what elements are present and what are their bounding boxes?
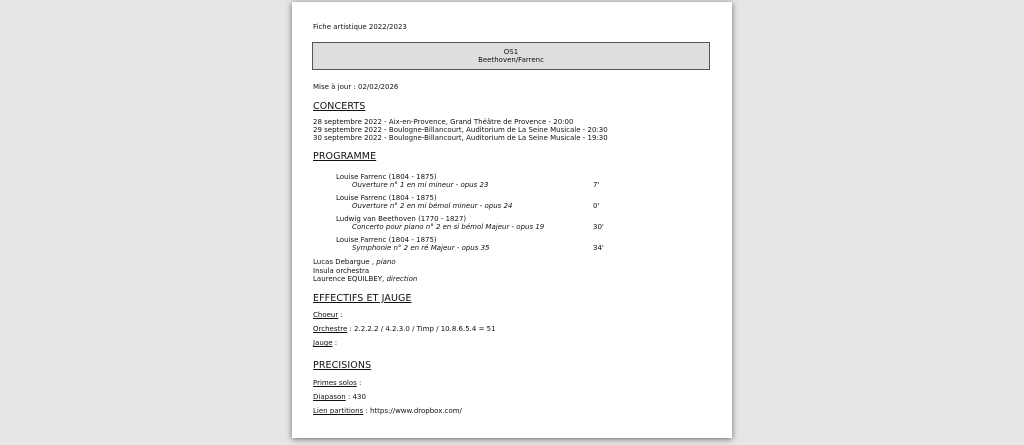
composer: Louise Farrenc (1804 - 1875) — [336, 173, 437, 181]
programme-heading: PROGRAMME — [313, 151, 377, 162]
work-title: Symphonie n° 2 en ré Majeur - opus 35 — [352, 244, 490, 252]
update-date: Mise à jour : 02/02/2026 — [313, 83, 399, 91]
performer-role: piano — [376, 258, 396, 266]
primes-row — [313, 379, 361, 387]
primes-value: : — [356, 379, 362, 387]
performers-list — [313, 258, 417, 284]
work-duration: 30' — [593, 223, 604, 231]
orchestre-value: : 2.2.2.2 / 4.2.3.0 / Timp / 10.8.6.5.4 = 51 — [347, 325, 496, 333]
diapason-label: Diapason — [313, 393, 346, 401]
work-title: Ouverture n° 2 en mi bémol mineur - opus 24 — [352, 202, 513, 210]
diapason-row — [313, 393, 366, 401]
jauge-value: : — [332, 339, 338, 347]
programme-item — [336, 194, 716, 215]
work-duration: 34' — [593, 244, 604, 252]
concert-title: Beethoven/Farrenc — [478, 56, 544, 64]
work-title: Ouverture n° 1 en mi mineur - opus 23 — [352, 181, 489, 189]
jauge-row — [313, 339, 337, 347]
lien-label: Lien partitions — [313, 407, 364, 415]
diapason-value: : 430 — [345, 393, 366, 401]
precisions-heading: PRECISIONS — [313, 360, 372, 371]
work-duration: 0' — [593, 202, 600, 210]
work-title: Concerto pour piano n° 2 en si bémol Majeur - opus 19 — [352, 223, 545, 231]
performer-name: Lucas Debargue , — [313, 258, 375, 266]
orchestre-label: Orchestre — [313, 325, 348, 333]
primes-label: Primes solos — [313, 379, 357, 387]
effectifs-heading: EFFECTIFS ET JAUGE — [313, 293, 412, 304]
concerts-list — [313, 118, 608, 142]
work-duration: 7' — [593, 181, 600, 189]
season-label: Fiche artistique 2022/2023 — [313, 23, 407, 31]
document-page — [292, 2, 732, 438]
programme-list — [336, 173, 716, 257]
jauge-label: Jauge — [313, 339, 333, 347]
performer-name: Insula orchestra — [313, 266, 370, 275]
choeur-row — [313, 311, 343, 319]
performer-role: direction — [386, 275, 418, 283]
concerts-heading: CONCERTS — [313, 101, 366, 112]
composer: Ludwig van Beethoven (1770 - 1827) — [336, 215, 467, 223]
lien-row — [313, 407, 462, 415]
orchestre-row — [313, 325, 496, 333]
performer — [313, 275, 417, 284]
performer-name: Laurence EQUILBEY, — [313, 275, 385, 283]
programme-item — [336, 236, 716, 257]
concert-item: 28 septembre 2022 - Aix-en-Provence, Grand Théâtre de Provence - 20:00 — [313, 118, 574, 126]
programme-item — [336, 215, 716, 236]
choeur-value: : — [338, 311, 343, 319]
concert-item: 30 septembre 2022 - Boulogne-Billancourt, Auditorium de La Seine Musicale - 19:30 — [313, 134, 608, 142]
performer — [313, 258, 417, 267]
programme-item — [336, 173, 716, 194]
composer: Louise Farrenc (1804 - 1875) — [336, 194, 437, 202]
performer — [313, 267, 417, 276]
composer: Louise Farrenc (1804 - 1875) — [336, 236, 437, 244]
lien-value[interactable]: : https://www.dropbox.com/ — [363, 407, 462, 415]
title-box — [312, 42, 710, 70]
concert-item: 29 septembre 2022 - Boulogne-Billancourt, Auditorium de La Seine Musicale - 20:30 — [313, 126, 608, 134]
concert-code: OS1 — [503, 48, 519, 56]
choeur-label: Choeur — [313, 311, 339, 319]
